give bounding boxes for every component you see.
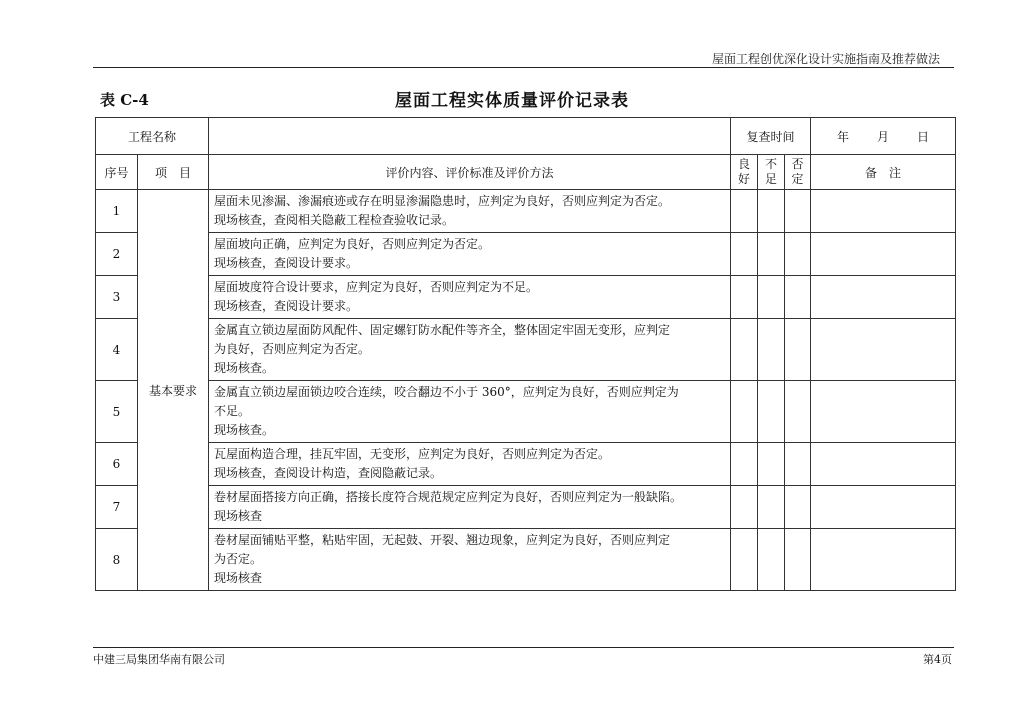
evaluation-content [209, 443, 731, 486]
recheck-time-label: 复查时间 [731, 118, 811, 155]
evaluation-content [209, 276, 731, 319]
insufficient-cell[interactable] [758, 190, 785, 233]
evaluation-content [209, 190, 731, 233]
content-line: 屋面坡向正确，应判定为良好，否则应判定为否定。 [214, 237, 491, 251]
insufficient-cell[interactable] [758, 319, 785, 381]
negative-cell[interactable] [785, 276, 811, 319]
row-number: 3 [96, 276, 138, 319]
insufficient-cell[interactable] [758, 381, 785, 443]
remarks-cell[interactable] [811, 233, 956, 276]
remarks-cell[interactable] [811, 190, 956, 233]
date-day-label: 日 [917, 129, 930, 144]
content-line: 现场核查。 [214, 361, 275, 375]
footer-divider [93, 647, 954, 648]
good-cell[interactable] [731, 381, 758, 443]
evaluation-table [95, 117, 956, 591]
content-line: 金属直立锁边屋面锁边咬合连续，咬合翻边不小于 360°，应判定为良好，否则应判定为 [214, 385, 679, 399]
remarks-cell[interactable] [811, 443, 956, 486]
good-cell[interactable] [731, 529, 758, 591]
evaluation-content [209, 319, 731, 381]
good-cell[interactable] [731, 190, 758, 233]
content-line: 屋面坡度符合设计要求，应判定为良好，否则应判定为不足。 [214, 280, 539, 294]
table-row [96, 443, 956, 486]
remarks-cell[interactable] [811, 319, 956, 381]
remarks-cell[interactable] [811, 486, 956, 529]
good-cell[interactable] [731, 276, 758, 319]
footer-company: 中建三局集团华南有限公司 [93, 653, 225, 666]
content-line: 现场核查，查阅设计要求。 [214, 256, 359, 270]
content-line: 现场核查 [214, 509, 263, 523]
table-row [96, 529, 956, 591]
content-line: 现场核查 [214, 571, 263, 585]
negative-cell[interactable] [785, 233, 811, 276]
negative-cell[interactable] [785, 443, 811, 486]
insufficient-cell[interactable] [758, 443, 785, 486]
content-line: 现场核查，查阅相关隐蔽工程检查验收记录。 [214, 213, 455, 227]
content-line: 瓦屋面构造合理，挂瓦牢固，无变形，应判定为良好，否则应判定为否定。 [214, 447, 611, 461]
insufficient-cell[interactable] [758, 233, 785, 276]
row-number: 6 [96, 443, 138, 486]
content-line: 为否定。 [214, 552, 263, 566]
row-number: 8 [96, 529, 138, 591]
evaluation-content [209, 529, 731, 591]
row-number: 4 [96, 319, 138, 381]
date-year-label: 年 [837, 129, 850, 144]
evaluation-content [209, 233, 731, 276]
content-line: 卷材屋面铺贴平整，粘贴牢固，无起鼓、开裂、翘边现象，应判定为良好，否则应判定 [214, 533, 671, 547]
good-cell[interactable] [731, 443, 758, 486]
row-number: 5 [96, 381, 138, 443]
content-line: 为良好，否则应判定为否定。 [214, 342, 371, 356]
footer-page-number: 第4页 [923, 653, 952, 666]
col-no-header: 序号 [96, 155, 138, 190]
table-row [96, 190, 956, 233]
item-group-label: 基本要求 [138, 190, 209, 591]
evaluation-content [209, 486, 731, 529]
table-row [96, 381, 956, 443]
negative-cell[interactable] [785, 381, 811, 443]
project-row [96, 118, 956, 155]
negative-cell[interactable] [785, 319, 811, 381]
table-row [96, 486, 956, 529]
negative-cell[interactable] [785, 486, 811, 529]
remarks-cell[interactable] [811, 276, 956, 319]
col-negative-header: 否 定 [785, 155, 811, 190]
table-title: 屋面工程实体质量评价记录表 [395, 91, 629, 111]
evaluation-content [209, 381, 731, 443]
negative-cell[interactable] [785, 529, 811, 591]
col-insufficient-header: 不 足 [758, 155, 785, 190]
header-doc-title: 屋面工程创优深化设计实施指南及推荐做法 [711, 52, 940, 66]
header-divider [93, 67, 954, 68]
project-name-value[interactable] [209, 118, 731, 155]
good-cell[interactable] [731, 233, 758, 276]
negative-cell[interactable] [785, 190, 811, 233]
table-row [96, 233, 956, 276]
content-line: 卷材屋面搭接方向正确，搭接长度符合规范规定应判定为良好，否则应判定为一般缺陷。 [214, 490, 683, 504]
table-row [96, 276, 956, 319]
remarks-cell[interactable] [811, 381, 956, 443]
remarks-cell[interactable] [811, 529, 956, 591]
content-line: 现场核查，查阅设计要求。 [214, 299, 359, 313]
table-row [96, 319, 956, 381]
column-header-row [96, 155, 956, 190]
row-number: 2 [96, 233, 138, 276]
row-number: 1 [96, 190, 138, 233]
col-item-header: 项 目 [138, 155, 209, 190]
col-remarks-header: 备 注 [811, 155, 956, 190]
content-line: 现场核查。 [214, 423, 275, 437]
col-content-header: 评价内容、评价标准及评价方法 [209, 155, 731, 190]
project-name-label: 工程名称 [96, 118, 209, 155]
insufficient-cell[interactable] [758, 486, 785, 529]
insufficient-cell[interactable] [758, 276, 785, 319]
good-cell[interactable] [731, 486, 758, 529]
content-line: 现场核查，查阅设计构造，查阅隐蔽记录。 [214, 466, 443, 480]
date-month-label: 月 [877, 129, 890, 144]
col-good-header: 良 好 [731, 155, 758, 190]
content-line: 屋面未见渗漏、渗漏痕迹或存在明显渗漏隐患时，应判定为良好，否则应判定为否定。 [214, 194, 671, 208]
insufficient-cell[interactable] [758, 529, 785, 591]
content-line: 金属直立锁边屋面防风配件、固定螺钉防水配件等齐全，整体固定牢固无变形，应判定 [214, 323, 671, 337]
row-number: 7 [96, 486, 138, 529]
good-cell[interactable] [731, 319, 758, 381]
table-label: 表 C-4 [100, 91, 149, 109]
recheck-date-value[interactable] [811, 118, 956, 155]
content-line: 不足。 [214, 404, 251, 418]
